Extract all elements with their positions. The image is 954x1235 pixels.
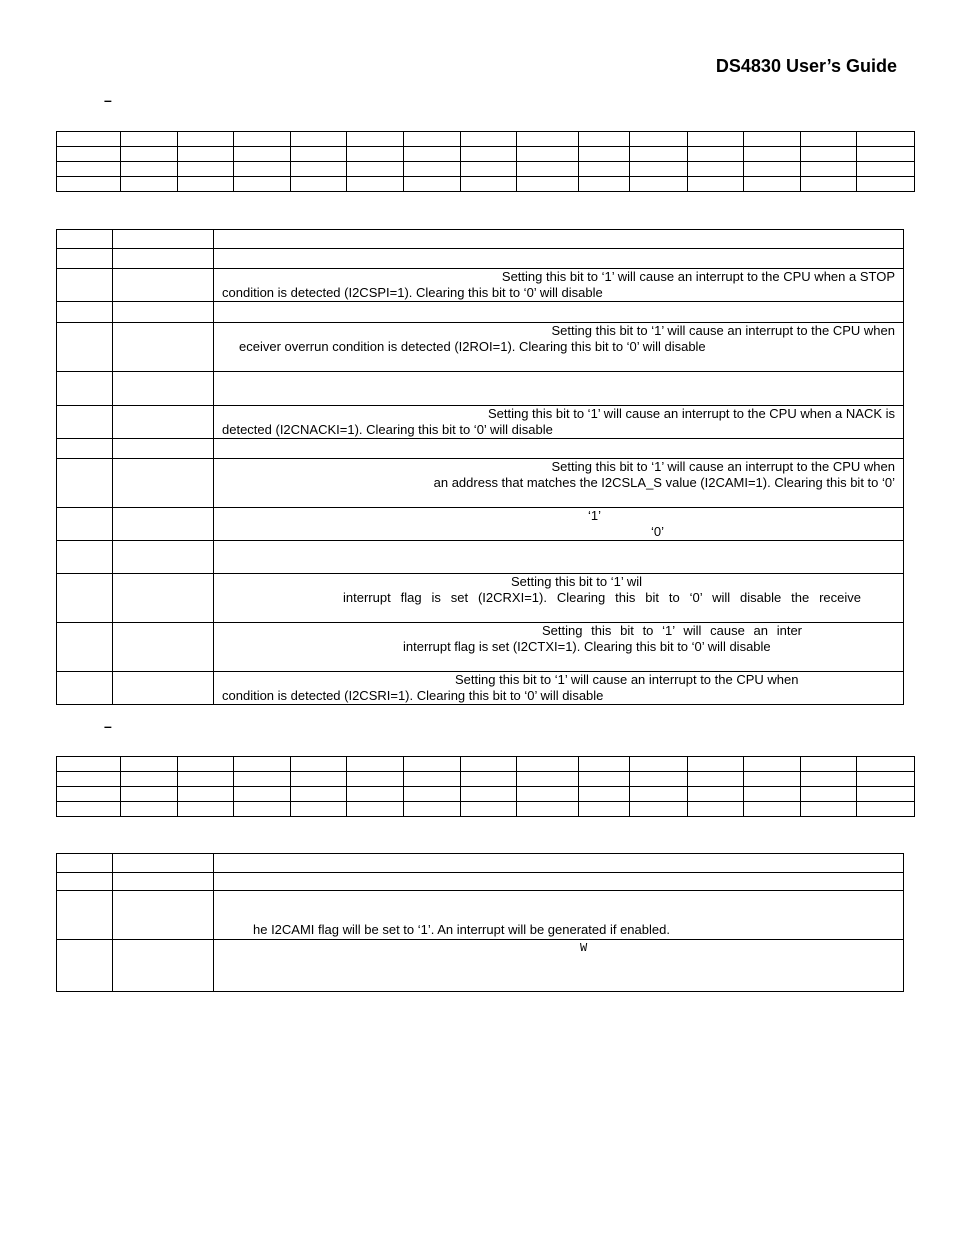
table-row: [57, 302, 904, 323]
table-row: [57, 541, 904, 574]
description-line: Setting this bit to ‘1’ will cause an inter: [542, 623, 802, 638]
register-grid-row: [57, 757, 915, 772]
description-line: Setting this bit to ‘1’ will cause an interrupt to the CPU when a STOP: [501, 269, 895, 284]
description-line: W: [580, 941, 588, 955]
table-row: [57, 672, 904, 705]
table-row: [57, 323, 904, 372]
description-line: ‘0’: [651, 524, 665, 539]
bit-description-table-1: [56, 229, 904, 705]
register-grid-row: [57, 177, 915, 192]
register-grid-1: [56, 131, 915, 192]
description-line: condition is detected (I2CSPI=1). Clearing this bit to ‘0’ will disable: [222, 285, 603, 300]
description-line: detected (I2CNACKI=1). Clearing this bit to ‘0’ will disable: [222, 422, 553, 437]
table-row: [57, 459, 904, 508]
register-grid-row: [57, 147, 915, 162]
section-dash-2: –: [104, 718, 112, 734]
description-line: eceiver overrun condition is detected (I2ROI=1). Clearing this bit to ‘0’ will disable: [239, 339, 706, 354]
register-grid-row: [57, 162, 915, 177]
description-line: Setting this bit to ‘1’ will cause an interrupt to the CPU when: [455, 672, 799, 687]
description-line: interrupt flag is set (I2CRXI=1). Clearing this bit to ‘0’ will disable the receive: [343, 590, 861, 605]
table-row: [57, 623, 904, 672]
table-row: [57, 439, 904, 459]
table-row: [57, 940, 904, 992]
table-row: [57, 372, 904, 406]
description-line: Setting this bit to ‘1’ will cause an interrupt to the CPU when a NACK is: [487, 406, 895, 421]
description-line: interrupt flag is set (I2CTXI=1). Clearing this bit to ‘0’ will disable: [403, 639, 771, 654]
description-line: an address that matches the I2CSLA_S value (I2CAMI=1). Clearing this bit to ‘0’: [433, 475, 895, 490]
table-row: [57, 891, 904, 940]
table-row: [57, 508, 904, 541]
description-line: Setting this bit to ‘1’ will cause an interrupt to the CPU when: [551, 323, 895, 338]
register-grid-row: [57, 132, 915, 147]
page-title: DS4830 User’s Guide: [715, 56, 897, 76]
description-line: condition is detected (I2CSRI=1). Clearing this bit to ‘0’ will disable: [222, 688, 604, 703]
register-grid-row: [57, 802, 915, 817]
description-line: ‘1’: [588, 508, 602, 523]
section-dash-1: –: [104, 92, 112, 108]
table-row: [57, 854, 904, 873]
register-grid-2: [56, 756, 915, 817]
description-line: he I2CAMI flag will be set to ‘1’. An interrupt will be generated if enabled.: [253, 922, 670, 937]
description-line: Setting this bit to ‘1’ will cause an interrupt to the CPU when: [551, 459, 895, 474]
register-grid-row: [57, 787, 915, 802]
register-grid-row: [57, 772, 915, 787]
bit-description-table-2: [56, 853, 904, 992]
table-row: [57, 269, 904, 302]
table-row: [57, 230, 904, 249]
description-line: Setting this bit to ‘1’ wil: [511, 574, 643, 589]
table-row: [57, 873, 904, 891]
table-row: [57, 406, 904, 439]
table-row: [57, 574, 904, 623]
table-row: [57, 249, 904, 269]
